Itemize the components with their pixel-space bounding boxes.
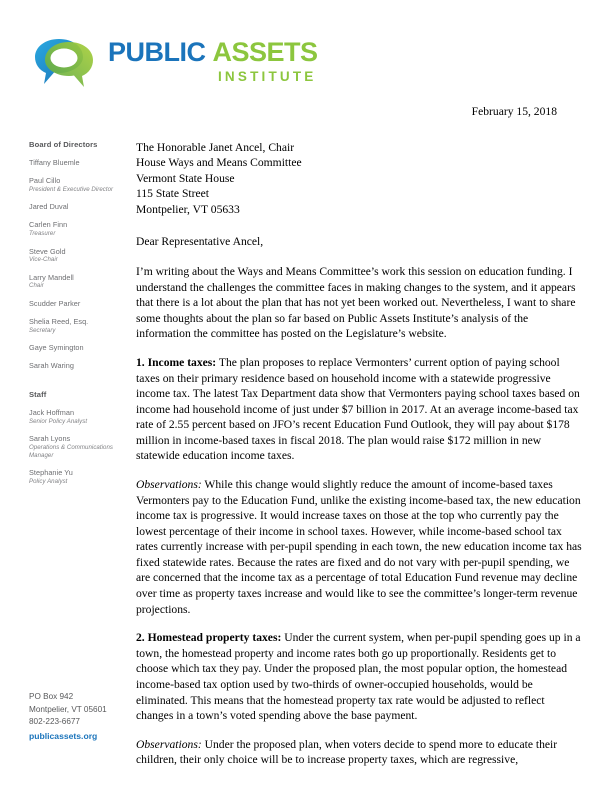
person-title: Treasurer: [29, 230, 56, 238]
address-line: Vermont State House: [136, 171, 235, 185]
address-line: 115 State Street: [136, 187, 209, 201]
letter-body: [136, 104, 582, 768]
person-title: Policy Analyst: [29, 477, 68, 485]
section-1-lead: 1. Income taxes:: [136, 355, 217, 369]
intro-paragraph: I’m writing about the Ways and Means Committee’s work this session on education funding. I understand the challenges the committee faces in making changes to the system, and it appears that there is a lot about the plan that has not yet been worked out. Nevertheless, I want to share some thoughts about the plan so far based on Public Assets Institute’s analysis of the information the committee has posted on the Legislature’s website.: [136, 265, 576, 341]
address-line: House Ways and Means Committee: [136, 156, 302, 170]
person-name: Sarah Waring: [29, 361, 74, 371]
section-2-lead: 2. Homestead property taxes:: [136, 631, 282, 645]
logo-wordmark: [108, 39, 318, 84]
contact-phone: 802-223-6677: [29, 717, 80, 727]
person-title: Secretary: [29, 326, 56, 334]
person-name: Jack Hoffman: [29, 407, 75, 417]
observations-1-paragraph: [136, 477, 582, 617]
board-of-directors-heading: Board of Directors: [29, 140, 98, 149]
list-item: [29, 158, 133, 168]
list-item: [29, 247, 133, 265]
letterhead: [33, 33, 333, 91]
person-name: Larry Mandell: [29, 272, 74, 282]
observations-1-text: While this change would slightly reduce the amount of income-based taxes Vermonters pay to the Education Fund, unlike the existing income-based tax, the new education income tax is progressive. It would increase taxes on those at the top who currently pay the lowest percentage of their income in school taxes. However, while income-based school tax rates currently increase with per-pupil spending in each town, the new education income tax has fixed statewide rates. Because the rates are fixed and do not vary with per-pupil spending, we are concerned that the income tax as a percentage of total Education Fund revenue may decline over time as property taxes increase and would like to see the committee’s longer-term revenue projections.: [136, 477, 582, 616]
section-1-paragraph: [136, 355, 582, 464]
list-item: [29, 434, 133, 460]
list-item: [29, 343, 133, 353]
person-name: Shelia Reed, Esq.: [29, 317, 89, 326]
wordmark-assets: ASSETS: [212, 37, 318, 67]
observations-2-lead: Observations:: [136, 737, 202, 751]
list-item: [29, 361, 133, 371]
section-2-text: Under the current system, when per-pupil spending goes up in a town, the homestead property and income rates both go up proportionally. Residents get to choose which tax they pay. Under the proposed plan, the most popular option, the homestead income-based tax option used by two-thirds of owner-occupied households, would be eliminated. This means that the homestead property tax rate would be adjusted to reflect changes in a town’s voted spending above the base payment.: [136, 631, 581, 723]
person-name: Stephanie Yu: [29, 468, 73, 478]
list-item: [29, 220, 133, 238]
observations-2-text: Under the proposed plan, when voters decide to spend more to educate their children, their only choice will be to increase property taxes, which are regressive,: [136, 737, 558, 767]
list-item: [29, 176, 133, 194]
address-line: Montpelier, VT 05633: [136, 202, 240, 216]
observations-2-paragraph: [136, 737, 582, 768]
person-name: Gaye Symington: [29, 343, 84, 353]
address-line: The Honorable Janet Ancel, Chair: [136, 140, 295, 154]
list-item: [29, 299, 133, 309]
person-title: Vice-Chair: [29, 256, 58, 264]
person-name: Steve Gold: [29, 246, 66, 256]
person-name: Jared Duval: [29, 202, 69, 212]
website-link[interactable]: publicassets.org: [29, 730, 98, 741]
speech-bubbles-logo-icon: [33, 36, 95, 88]
person-name: Paul Cillo: [29, 176, 61, 186]
wordmark-public: PUBLIC: [108, 37, 206, 67]
person-title: Senior Policy Analyst: [29, 417, 88, 425]
person-title: President & Executive Director: [29, 185, 114, 193]
list-item: [29, 317, 133, 335]
observations-1-lead: Observations:: [136, 477, 202, 491]
recipient-address-block: [136, 140, 582, 218]
person-title: Chair: [29, 282, 44, 290]
person-title: Operations & Communications Manager: [29, 443, 113, 459]
wordmark-institute: INSTITUTE: [217, 69, 317, 84]
staff-heading: Staff: [29, 389, 47, 399]
list-item: [29, 202, 133, 212]
person-name: Scudder Parker: [29, 298, 81, 308]
section-1-text: The plan proposes to replace Vermonters’ current option of paying school taxes on their primary residence based on household income with a statewide progressive income tax. The latest Tax Department data show that Vermonters paying school taxes based on income had household income of just under $7 billion in 2017. At an average income-based tax rate of 2.55 percent based on JFO’s recent Education Fund Outlook, they will pay about $178 million in income-based taxes in fiscal 2018. The plan would raise $172 million in new statewide education income taxes.: [136, 355, 580, 463]
sidebar: [29, 140, 133, 494]
section-2-paragraph: [136, 630, 582, 723]
list-item: [29, 408, 133, 426]
person-name: Sarah Lyons: [29, 434, 71, 444]
list-item: [29, 468, 133, 486]
contact-po-box: PO Box 942: [29, 692, 74, 701]
salutation: Dear Representative Ancel,: [136, 235, 264, 249]
list-item: [29, 273, 133, 291]
person-name: Carlen Finn: [29, 220, 68, 230]
person-name: Tiffany Bluemle: [29, 158, 80, 167]
contact-city-state-zip: Montpelier, VT 05601: [29, 704, 107, 714]
contact-block: [29, 691, 144, 743]
letter-date: February 15, 2018: [471, 105, 557, 118]
